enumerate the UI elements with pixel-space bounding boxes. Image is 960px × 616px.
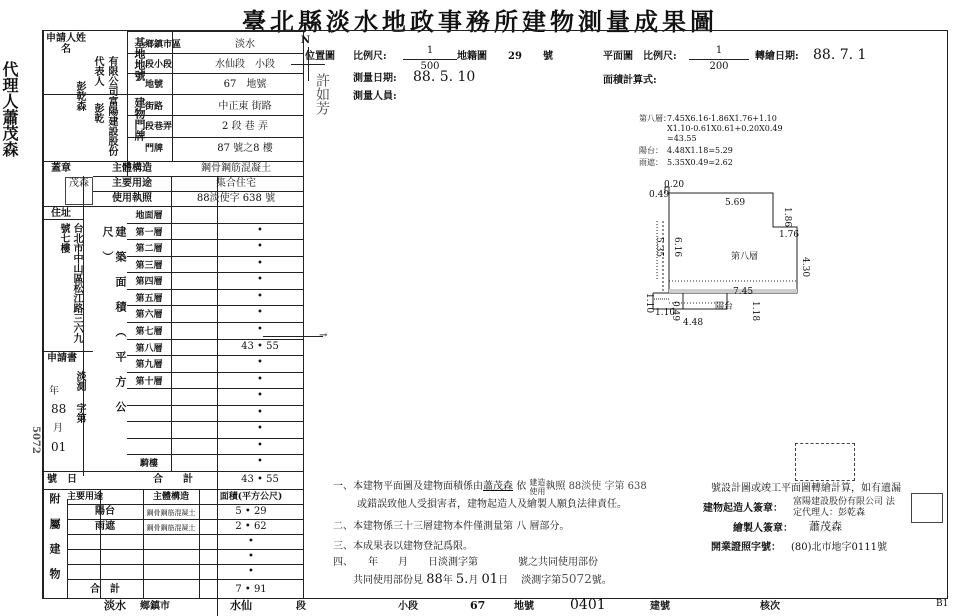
grid-line: [67, 504, 303, 505]
address-label: 住址: [51, 208, 71, 219]
grid-line: [127, 355, 303, 356]
annex-area: •: [248, 566, 254, 577]
representative-label: 代表人: [92, 56, 103, 86]
grid-line: [127, 372, 303, 373]
grid-line: [127, 339, 303, 340]
dim-0.49: 0.49: [649, 190, 670, 200]
annex-use-header: 主要用途: [67, 492, 104, 502]
note-2-text-c: 層部分。: [529, 521, 570, 532]
company-seal: 彭乾: [92, 103, 103, 123]
annex-structure-header: 主體構造: [152, 492, 189, 502]
annex-area-header: 面積(平方公尺): [219, 492, 283, 502]
grid-line: [127, 53, 303, 54]
annex-total-label: 合 計: [90, 584, 120, 595]
draw-date-label: 轉繪日期:: [755, 51, 799, 62]
calc-value: X1.10-0.61X0.61+0.20X0.49: [667, 124, 783, 133]
footer-building-no: 0401: [570, 597, 606, 613]
property-key: 主體構造: [112, 163, 152, 174]
floor-name: 第二層: [135, 244, 163, 255]
dim-7.45: 7.45: [733, 287, 754, 297]
agent-name: 代理人蕭茂森: [0, 61, 19, 157]
cert-value: (80)北市地字0111號: [791, 542, 887, 553]
date-label: 日: [67, 474, 77, 485]
footer-building-label: 建號: [650, 601, 670, 612]
floor-name: 騎樓: [139, 459, 158, 470]
property-value: 88淡使字 638 號: [196, 193, 276, 204]
floor-area: 43 • 55: [241, 340, 279, 352]
annex-area: •: [248, 551, 254, 562]
annex-area: 5 • 29: [235, 506, 267, 517]
note-4-year-label: 年: [442, 575, 453, 586]
dim-1.10a: 1.10: [644, 293, 654, 314]
applicant-representative: 彭乾森: [74, 81, 85, 111]
location-scale-label: 比例尺:: [353, 51, 387, 62]
note-1-license: 執照: [545, 481, 566, 492]
calc-value: 4.48X1.18=5.29: [667, 146, 733, 155]
footer-township-label: 鄉鎮市: [140, 601, 170, 612]
land-row-key: 鄉鎮市區: [145, 40, 182, 50]
survey-date: 88. 5. 10: [413, 69, 476, 85]
note-4-year: 88: [426, 572, 443, 587]
floor-name: 第七層: [135, 326, 163, 337]
grid-line: [127, 322, 303, 323]
pointer-line: [263, 336, 323, 337]
area-calc-label: 面積計算式:: [603, 75, 657, 86]
door-row-key: 門牌: [145, 144, 164, 154]
owner-sign-label: 建物起造人簽章：: [703, 503, 783, 514]
land-row-value: 水仙段 小段: [215, 59, 275, 70]
dim-1.86: 1.86: [782, 207, 792, 228]
grid-line: [43, 206, 303, 207]
floor-plan-scale-label: 比例尺:: [643, 51, 677, 62]
note-1-build: 建造: [529, 477, 546, 487]
grid-line: [127, 289, 303, 290]
applicant-company: 有限公司富陽建設股份: [106, 56, 117, 156]
cert-label: 開業證照字號：: [711, 542, 781, 553]
application-office: 淡測: [74, 371, 85, 391]
property-key: 使用執照: [112, 193, 152, 204]
note-4-word: 淡測字第: [521, 575, 562, 586]
grid-line: [67, 519, 303, 520]
application-year: 88: [51, 402, 67, 416]
calc-value: =43.55: [667, 134, 697, 143]
area-total: 43 • 55: [241, 474, 279, 485]
note-2: [333, 517, 569, 532]
balcony-label: 陽台: [715, 302, 734, 312]
doc-label: 號: [47, 474, 57, 485]
land-row-key: 地號: [145, 80, 164, 90]
grid-line: [93, 191, 303, 192]
annex-use: 雨遮: [95, 521, 115, 532]
floor-area: •: [257, 274, 263, 286]
floor-area: •: [257, 423, 263, 435]
area-label: 建築面積（平方公尺）: [101, 226, 127, 426]
applicant-header: 申請人姓名: [46, 33, 86, 55]
floor-area: •: [257, 257, 263, 269]
floor-area: •: [257, 290, 263, 302]
floor-name: 第九層: [135, 360, 163, 371]
grid-line: [127, 272, 303, 273]
floor-name: 第六層: [135, 310, 163, 321]
grid-line: [127, 405, 303, 406]
property-key: 主要用途: [112, 178, 152, 189]
dim-1.76: 1.76: [779, 230, 800, 240]
sheet-label: 地籍圖: [457, 51, 487, 62]
floor-area: •: [257, 390, 263, 402]
owner-seal: [911, 493, 943, 523]
sheet-unit: 號: [543, 51, 553, 62]
applicant-seal: 茂森: [65, 177, 93, 205]
document-title: 臺北縣淡水地政事務所建物測量成果圖: [242, 7, 718, 36]
footer-section: 水仙: [230, 599, 252, 612]
land-row-value: 淡水: [235, 39, 255, 50]
annex-total: 7 • 91: [235, 584, 267, 595]
address-value: 台北市中山區松江路三六九號七樓: [58, 223, 82, 343]
calc-value: 5.35X0.49=2.62: [667, 158, 733, 167]
grid-line: [67, 534, 303, 535]
grid-line: [171, 176, 172, 471]
location-scale-den: 500: [420, 61, 440, 72]
note-1-license-no: 88淡使 字第 638: [568, 481, 647, 492]
property-value: 鋼骨鋼筋混凝土: [201, 163, 271, 174]
footer-township: 淡水: [104, 599, 126, 612]
door-row-key: 街路: [145, 102, 164, 112]
floor-area: •: [257, 323, 263, 335]
official-stamp: [795, 443, 855, 481]
grid-line: [127, 31, 303, 32]
footer-subsection-label: 小段: [398, 601, 418, 612]
surveyor-label: 測量人員:: [353, 91, 397, 102]
application-stamp: 5072: [30, 426, 41, 454]
land-row-value: 67 地號: [223, 79, 267, 90]
dim-5.69: 5.69: [725, 198, 746, 208]
scale-divider: [403, 59, 457, 60]
calc-label: 第八層：: [639, 114, 671, 123]
calc-label: 陽台：: [639, 146, 663, 155]
floor-name: 第四層: [135, 277, 163, 288]
grid-line: [127, 388, 303, 389]
application-label: 申請書: [47, 353, 77, 364]
application-number: 01: [51, 440, 67, 454]
grid-line: [127, 438, 303, 439]
owner-sign-value: 富陽建設股份有限公司 法定代理人：彭乾森: [793, 497, 895, 518]
note-1-by: 依: [516, 481, 527, 492]
dim-1.18: 1.18: [750, 301, 760, 322]
grid-line: [127, 115, 303, 116]
area-total-label: 合 計: [153, 474, 193, 485]
note-4-month-label: 月: [468, 575, 479, 586]
grid-line: [43, 161, 303, 162]
grid-line: [43, 31, 44, 598]
note-3: 三、本成果表以建物登記爲限。: [333, 541, 473, 552]
floor-name: 地面層: [135, 211, 163, 221]
footer-lot: 67: [470, 599, 486, 612]
floor-area: •: [257, 224, 263, 236]
note-1-designer: 蕭茂森: [483, 481, 513, 492]
floor-area: •: [257, 241, 263, 253]
dim-4.30: 4.30: [800, 257, 810, 278]
dim-4.48: 4.48: [683, 318, 704, 328]
annex-area: 2 • 62: [235, 521, 267, 532]
door-label: 建物門牌: [133, 97, 146, 141]
grid-line: [127, 256, 303, 257]
floor-plan-label: 平面圖: [603, 51, 633, 62]
note-4-day-label: 日: [498, 575, 509, 586]
floor-plan-scale-num: 1: [715, 45, 723, 56]
note-4-day: 01: [481, 572, 499, 587]
note-4-month: 5.: [455, 572, 469, 587]
note-4-number: 5072: [561, 572, 592, 586]
draw-date: 88. 7. 1: [813, 47, 867, 63]
annex-use: 陽台: [95, 506, 115, 517]
grid-line: [43, 351, 93, 352]
scale-divider: [689, 59, 749, 60]
note-4-text: 四、 年 月 日淡測字第: [333, 557, 478, 568]
grid-line: [127, 454, 303, 455]
grid-line: [127, 73, 303, 74]
floor-area: •: [257, 357, 263, 369]
land-label: 基地地號: [133, 37, 146, 81]
grid-line: [43, 489, 303, 490]
footer-lot-label: 地號: [514, 601, 534, 612]
footer-check-label: 核次: [760, 601, 780, 612]
floor-name: 第三層: [135, 260, 163, 271]
left-panel-border: [303, 31, 304, 598]
application-year-label: 年: [49, 386, 59, 397]
door-row-value: 中正東 街路: [218, 101, 272, 112]
floor-name: 第一層: [135, 227, 163, 238]
floor-name: 第十層: [135, 376, 163, 387]
location-label: 位置圖: [305, 51, 335, 62]
seal-label: 蓋章: [51, 163, 71, 174]
note-1-continued: 號設計圖或竣工平面圖轉繪計算，如有遺漏: [711, 483, 901, 494]
annex-structure: 鋼骨鋼筋混凝土: [146, 524, 196, 532]
grid-line: [127, 239, 303, 240]
grid-line: [67, 579, 303, 580]
location-scale-num: 1: [426, 45, 434, 56]
note-2-text: 二、本建物係: [333, 521, 393, 532]
note-1-text: 一、本建物平面圖及建物面積係由: [333, 481, 483, 492]
grid-line: [67, 564, 303, 565]
dim-6.16: 6.16: [672, 237, 682, 258]
note-2-text-b: 建物本件僅測量第: [433, 521, 513, 532]
pointer-arrow-icon: →: [319, 330, 328, 341]
note-4-line2: [353, 571, 612, 587]
page-marker: B1: [936, 599, 949, 609]
grid-line: [127, 223, 303, 224]
grid-line: [127, 305, 303, 306]
door-row-key: 段巷弄: [145, 122, 173, 132]
annex-area: •: [248, 536, 254, 547]
door-row-value: 2 段 巷 弄: [222, 121, 268, 132]
floor-area: •: [257, 456, 263, 468]
note-4-text-b: 號之共同使用部份: [518, 557, 598, 568]
calc-label: 雨遮：: [639, 158, 663, 167]
dim-1.10b: 1.10: [655, 308, 676, 318]
grid-line: [93, 176, 303, 177]
floor-plan-floor-name: 第八層: [731, 252, 759, 262]
floor-area: •: [257, 307, 263, 319]
grid-line: [43, 471, 303, 472]
dim-0.49b: 0.49: [670, 301, 680, 322]
drafter-sign-value: 蕭茂森: [809, 520, 842, 533]
dim-5.35: 5.35: [654, 237, 664, 258]
floor-area: •: [257, 373, 263, 385]
note-4-see: 共同使用部份見: [353, 575, 423, 586]
sheet-number: 29: [508, 51, 522, 62]
footer-section-label: 段: [296, 601, 306, 612]
calc-value: 7.45X6.16-1.86X1.76+1.10: [667, 114, 777, 123]
application-month-label: 月: [53, 423, 63, 434]
dim-0.20: 0.20: [664, 180, 685, 190]
note-1-use: 使用: [529, 486, 546, 496]
note-1-line2: 或錯誤致他人受損害者，建物起造人及繪製人願負法律責任。: [357, 499, 627, 510]
floor-area: •: [257, 406, 263, 418]
survey-form: [0, 30, 948, 599]
note-2-floors: 三十三層: [393, 521, 433, 532]
note-1: [333, 477, 647, 496]
north-indicator: N: [301, 35, 311, 46]
land-row-key: 段小段: [145, 60, 173, 70]
property-value: 集合住宅: [216, 178, 256, 189]
survey-date-label: 測量日期:: [353, 73, 397, 84]
note-4-end: 號。: [591, 575, 612, 586]
annex-structure: 鋼骨鋼筋混凝土: [146, 509, 196, 517]
grid-line: [67, 549, 303, 550]
floor-name: 第八層: [135, 343, 163, 354]
grid-line: [127, 137, 303, 138]
note-2-floor: 八: [516, 521, 527, 532]
surveyor-signature: 許如芳: [314, 73, 330, 115]
door-row-value: 87 號之8 樓: [217, 143, 273, 154]
note-4: [333, 553, 598, 568]
grid-line: [143, 489, 144, 598]
grid-line: [127, 421, 303, 422]
floor-plan-scale-den: 200: [709, 61, 729, 72]
floor-name: 第五層: [135, 293, 163, 304]
application-word-label: 字第: [74, 403, 85, 423]
drafter-sign-label: 繪製人簽章：: [733, 523, 793, 534]
annex-label: 附屬建物: [48, 493, 61, 593]
floor-area: •: [257, 439, 263, 451]
